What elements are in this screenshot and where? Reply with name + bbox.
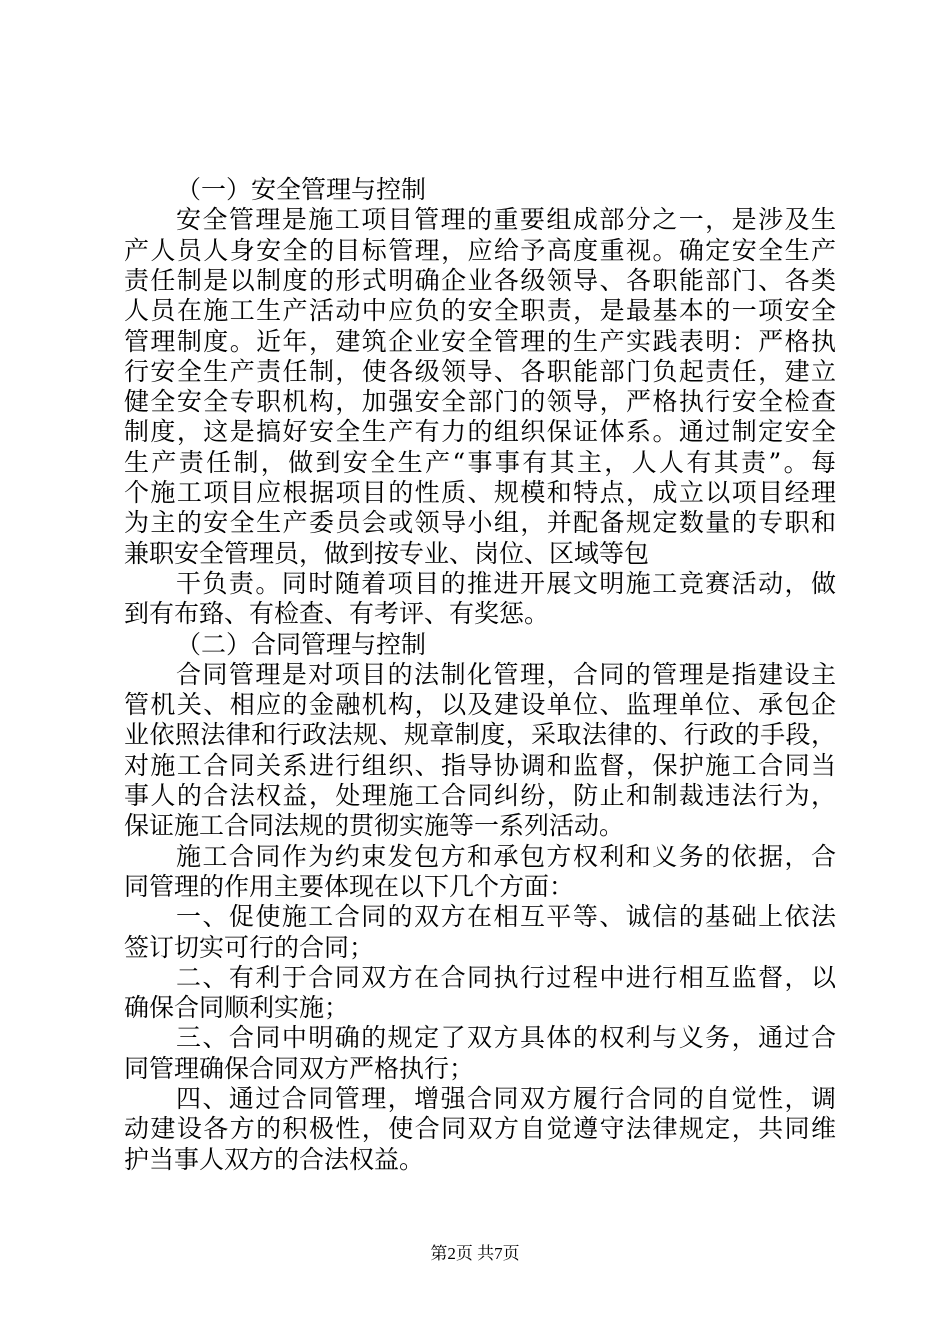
paragraph-line: 事人的合法权益，处理施工合同纠纷，防止和制裁违法行为，: [124, 781, 836, 810]
paragraph-line: 责任制是以制度的形式明确企业各级领导、各职能部门、各类: [124, 266, 836, 295]
list-item-line: 一、促使施工合同的双方在相互平等、诚信的基础上依法: [176, 902, 836, 931]
paragraph-line: 合同管理是对项目的法制化管理，合同的管理是指建设主: [176, 660, 836, 689]
paragraph-line: 产人员人身安全的目标管理，应给予高度重视。确定安全生产: [124, 236, 836, 265]
paragraph-line: 个施工项目应根据项目的性质、规模和特点，成立以项目经理: [124, 478, 836, 507]
section-heading-safety: （一）安全管理与控制: [176, 175, 427, 204]
paragraph-line: 管机关、相应的金融机构，以及建设单位、监理单位、承包企: [124, 690, 836, 719]
paragraph-line: 为主的安全生产委员会或领导小组，并配备规定数量的专职和: [124, 508, 836, 537]
paragraph-line: 人员在施工生产活动中应负的安全职责，是最基本的一项安全: [124, 296, 836, 325]
section-heading-contract: （二）合同管理与控制: [176, 630, 427, 659]
paragraph-line: 业依照法律和行政法规、规章制度，采取法律的、行政的手段，: [124, 720, 836, 749]
paragraph-line: 健全安全专职机构，加强安全部门的领导，严格执行安全检查: [124, 387, 836, 416]
paragraph-line: 安全管理是施工项目管理的重要组成部分之一，是涉及生: [176, 205, 836, 234]
paragraph-line: 到有布臵、有检查、有考评、有奖惩。: [124, 599, 550, 628]
paragraph-line: 制度，这是搞好安全生产有力的组织保证体系。通过制定安全: [124, 417, 836, 446]
paragraph-line: 管理制度。近年，建筑企业安全管理的生产实践表明：严格执: [124, 327, 836, 356]
paragraph-line: 干负责。同时随着项目的推进开展文明施工竞赛活动，做: [176, 569, 836, 598]
list-item-line: 确保合同顺利实施；: [124, 993, 350, 1022]
page-number: 第2页 共7页: [430, 1244, 520, 1263]
paragraph-line: 兼职安全管理员，做到按专业、岗位、区域等包: [124, 539, 650, 568]
list-item-line: 签订切实可行的合同；: [124, 933, 375, 962]
paragraph-line: 施工合同作为约束发包方和承包方权利和义务的依据，合: [176, 842, 836, 871]
paragraph-line: 对施工合同关系进行组织、指导协调和监督，保护施工合同当: [124, 751, 836, 780]
list-item-line: 二、有利于合同双方在合同执行过程中进行相互监督，以: [176, 963, 836, 992]
paragraph-line: 同管理的作用主要体现在以下几个方面：: [124, 872, 575, 901]
list-item-line: 动建设各方的积极性，使合同双方自觉遵守法律规定，共同维: [124, 1114, 836, 1143]
paragraph-line: 行安全生产责任制，使各级领导、各职能部门负起责任，建立: [124, 357, 836, 386]
list-item-line: 同管理确保合同双方严格执行；: [124, 1054, 475, 1083]
list-item-line: 四、通过合同管理，增强合同双方履行合同的自觉性，调: [176, 1084, 836, 1113]
list-item-line: 三、合同中明确的规定了双方具体的权利与义务，通过合: [176, 1023, 836, 1052]
paragraph-line: 生产责任制，做到安全生产“事事有其主，人人有其责”。每: [124, 448, 836, 477]
list-item-line: 护当事人双方的合法权益。: [124, 1145, 425, 1174]
paragraph-line: 保证施工合同法规的贯彻实施等一系列活动。: [124, 811, 625, 840]
